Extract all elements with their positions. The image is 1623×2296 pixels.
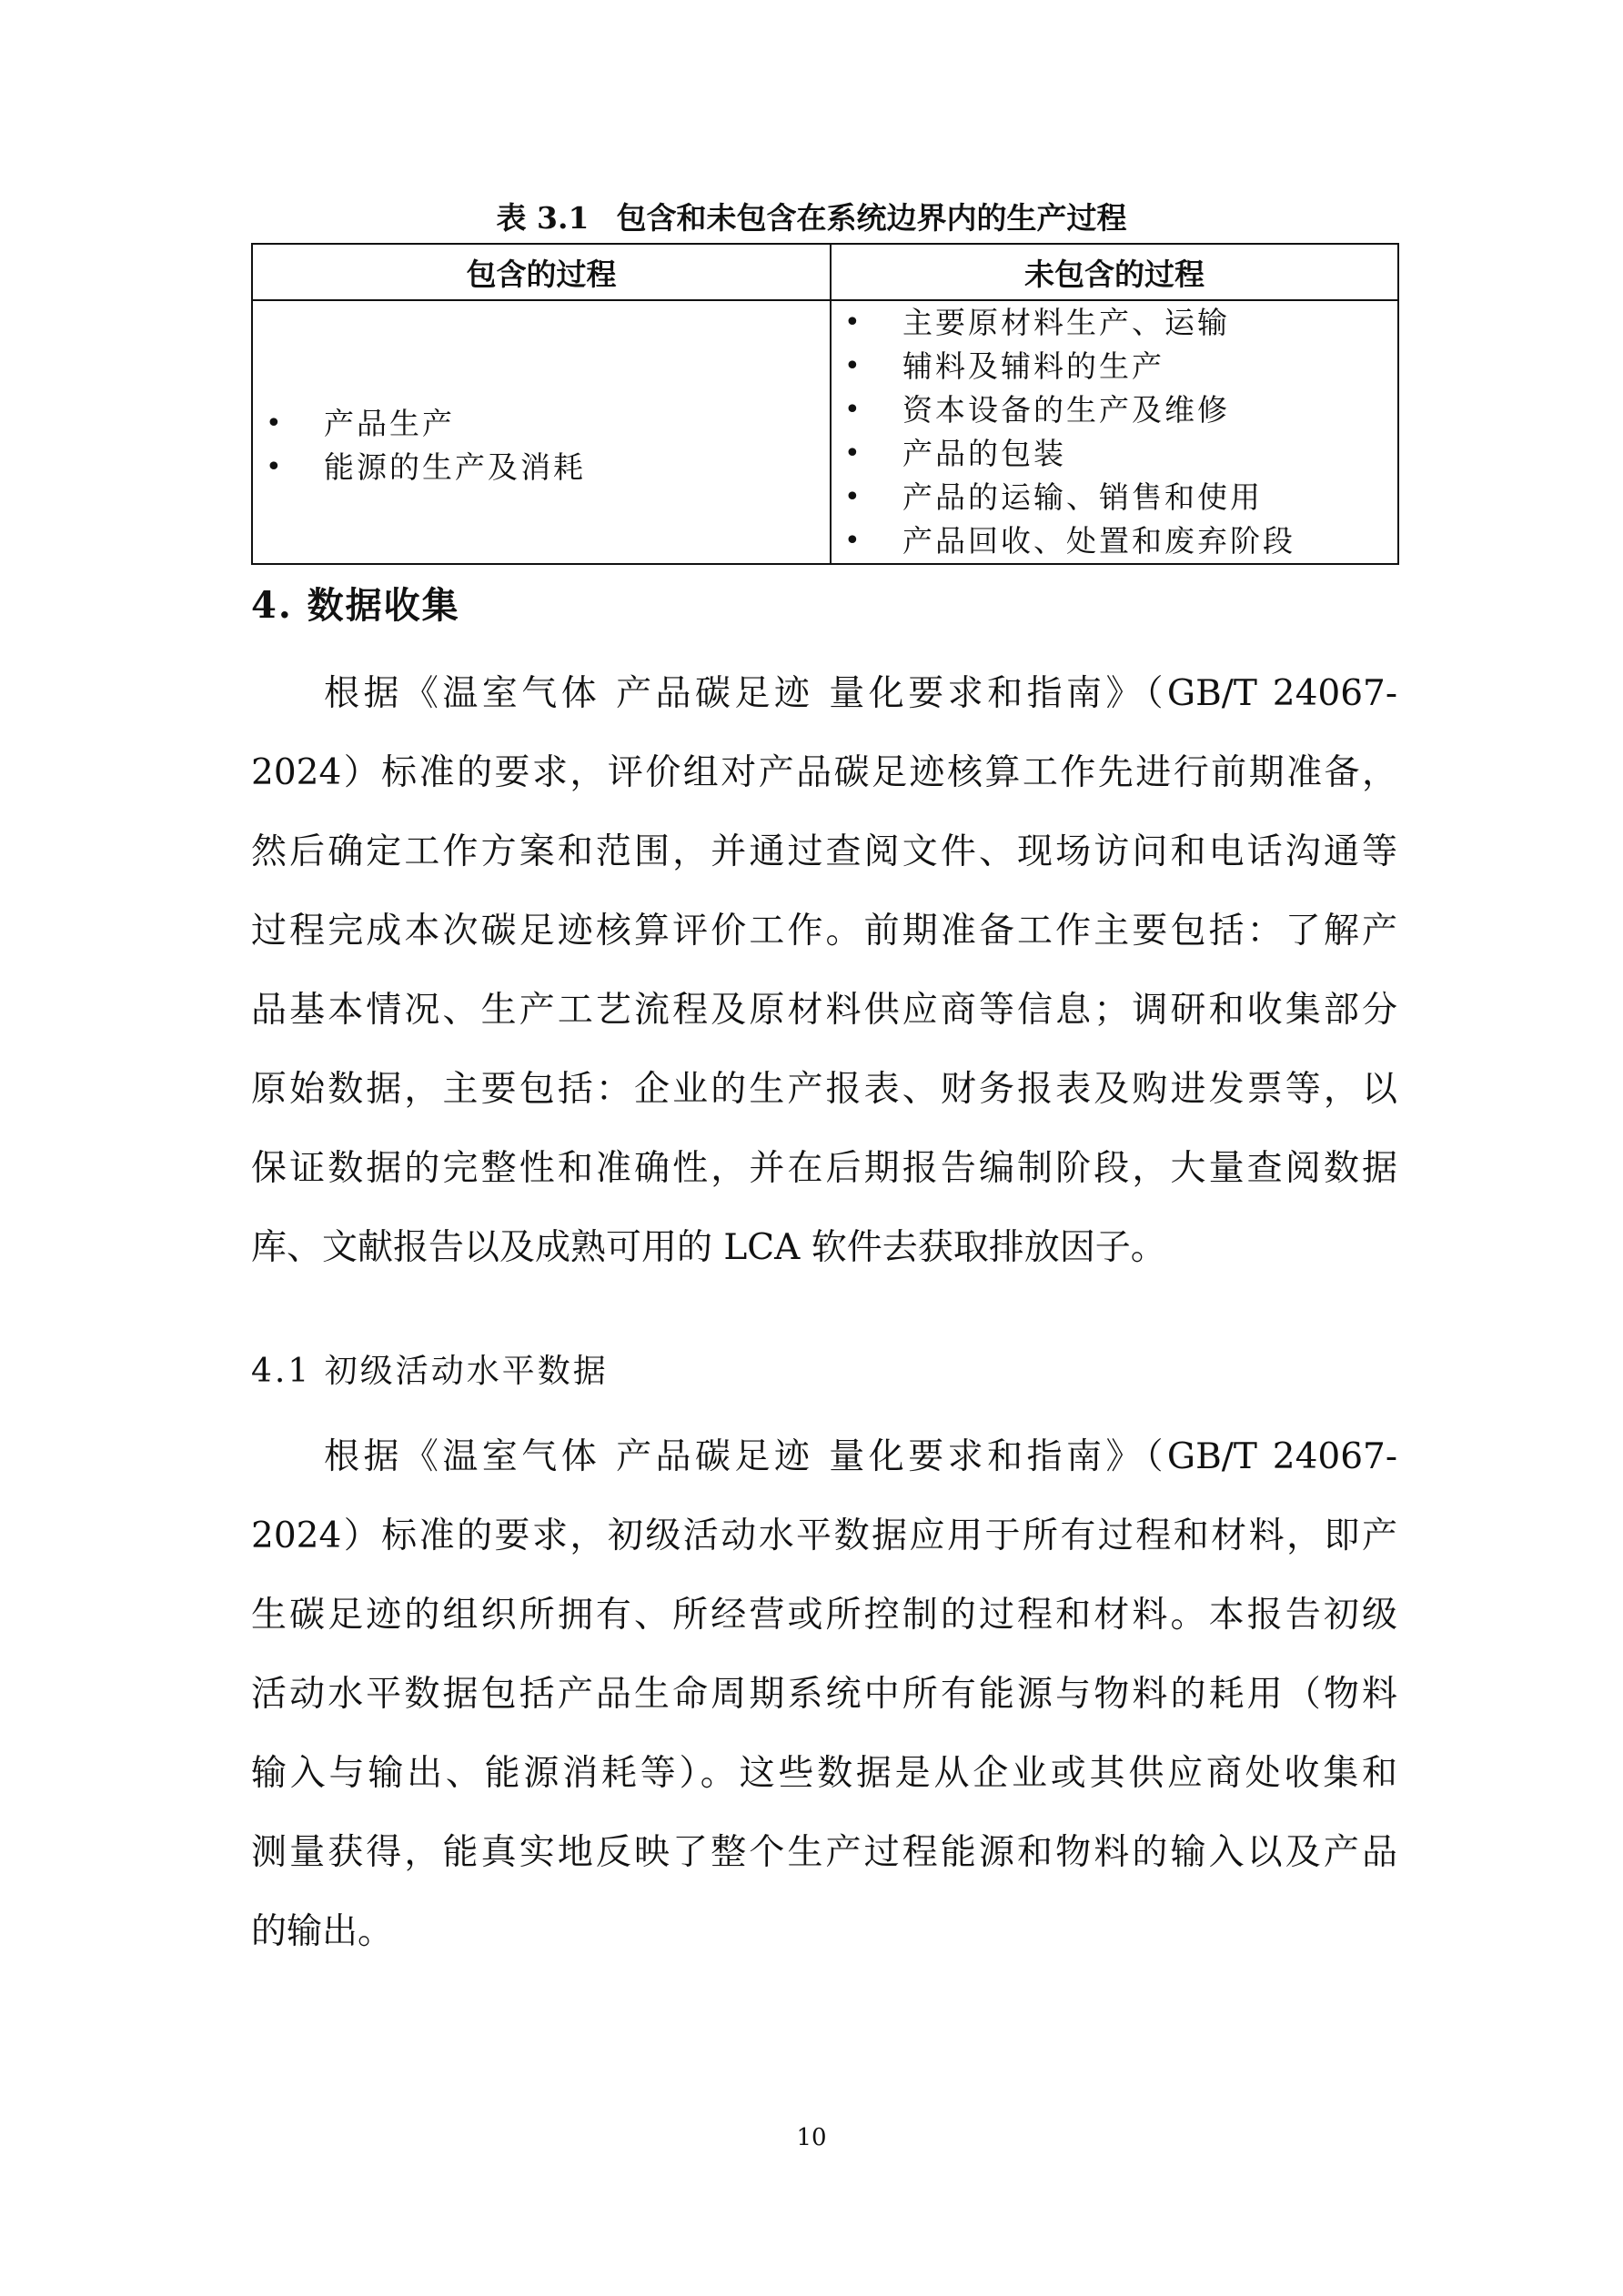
list-item [832, 519, 1397, 563]
bullet-icon: • [844, 525, 863, 557]
included-item-text: 产品生产 [324, 406, 455, 441]
paragraph-line: 品基本情况、生产工艺流程及原材料供应商等信息；调研和收集部分 [251, 990, 1397, 1031]
system-boundary-table [251, 243, 1399, 565]
list-item [832, 432, 1397, 476]
table-caption [0, 193, 1623, 244]
included-item-text: 能源的生产及消耗 [324, 449, 586, 485]
paragraph-line: 原始数据，主要包括：企业的生产报表、财务报表及购进发票等，以 [251, 1069, 1397, 1110]
header-excluded: 未包含的过程 [831, 244, 1398, 300]
list-item [253, 446, 830, 489]
excluded-item-text: 产品的运输、销售和使用 [902, 479, 1263, 515]
paragraph-line: 生碳足迹的组织所拥有、所经营或所控制的过程和材料。本报告初级 [251, 1595, 1397, 1636]
list-item [832, 388, 1397, 432]
paragraph-line: 保证数据的完整性和准确性，并在后期报告编制阶段，大量查阅数据 [251, 1148, 1397, 1189]
paragraph-line: 库、文献报告以及成熟可用的 LCA 软件去获取排放因子。 [251, 1227, 1166, 1268]
header-included: 包含的过程 [252, 244, 831, 300]
paragraph-line: 2024）标准的要求，初级活动水平数据应用于所有过程和材料，即产 [251, 1516, 1397, 1556]
included-cell [252, 300, 831, 564]
excluded-item-text: 主要原材料生产、运输 [902, 305, 1230, 340]
table-caption-number: 表 3.1 [496, 200, 590, 236]
list-item [832, 476, 1397, 519]
table-header-row [252, 244, 1398, 300]
paragraph-line: 活动水平数据包括产品生命周期系统中所有能源与物料的耗用（物料 [251, 1674, 1397, 1715]
section-heading: 4. 数据收集 [251, 584, 460, 627]
paragraph-line: 2024）标准的要求，评价组对产品碳足迹核算工作先进行前期准备， [251, 752, 1397, 793]
list-item [253, 402, 830, 446]
paragraph-line: 过程完成本次碳足迹核算评价工作。前期准备工作主要包括：了解产 [251, 911, 1397, 952]
page-number: 10 [796, 2124, 827, 2151]
paragraph-line: 测量获得，能真实地反映了整个生产过程能源和物料的输入以及产品 [251, 1832, 1397, 1873]
paragraph-line: 然后确定工作方案和范围，并通过查阅文件、现场访问和电话沟通等 [251, 831, 1397, 872]
excluded-item-text: 产品的包装 [902, 436, 1066, 471]
subsection-heading: 4.1 初级活动水平数据 [251, 1353, 609, 1390]
excluded-cell [831, 300, 1398, 564]
bullet-icon: • [844, 307, 863, 338]
list-item [832, 345, 1397, 388]
bullet-icon: • [844, 350, 863, 382]
table-caption-title: 包含和未包含在系统边界内的生产过程 [616, 200, 1127, 236]
excluded-list [832, 301, 1397, 563]
paragraph-line: 根据《温室气体 产品碳足迹 量化要求和指南》（GB/T 24067- [324, 673, 1397, 714]
paragraph-line: 输入与输出、能源消耗等）。这些数据是从企业或其供应商处收集和 [251, 1753, 1397, 1794]
table-row [252, 300, 1398, 564]
included-list [253, 375, 830, 489]
paragraph-line: 根据《温室气体 产品碳足迹 量化要求和指南》（GB/T 24067- [324, 1436, 1397, 1477]
bullet-icon: • [844, 438, 863, 469]
bullet-icon: • [266, 451, 285, 483]
bullet-icon: • [266, 408, 285, 439]
excluded-item-text: 产品回收、处置和废弃阶段 [902, 523, 1295, 559]
bullet-icon: • [844, 394, 863, 426]
excluded-item-text: 辅料及辅料的生产 [902, 348, 1164, 384]
list-item [832, 301, 1397, 345]
paragraph-line: 的输出。 [251, 1911, 394, 1952]
excluded-item-text: 资本设备的生产及维修 [902, 392, 1230, 428]
bullet-icon: • [844, 481, 863, 513]
